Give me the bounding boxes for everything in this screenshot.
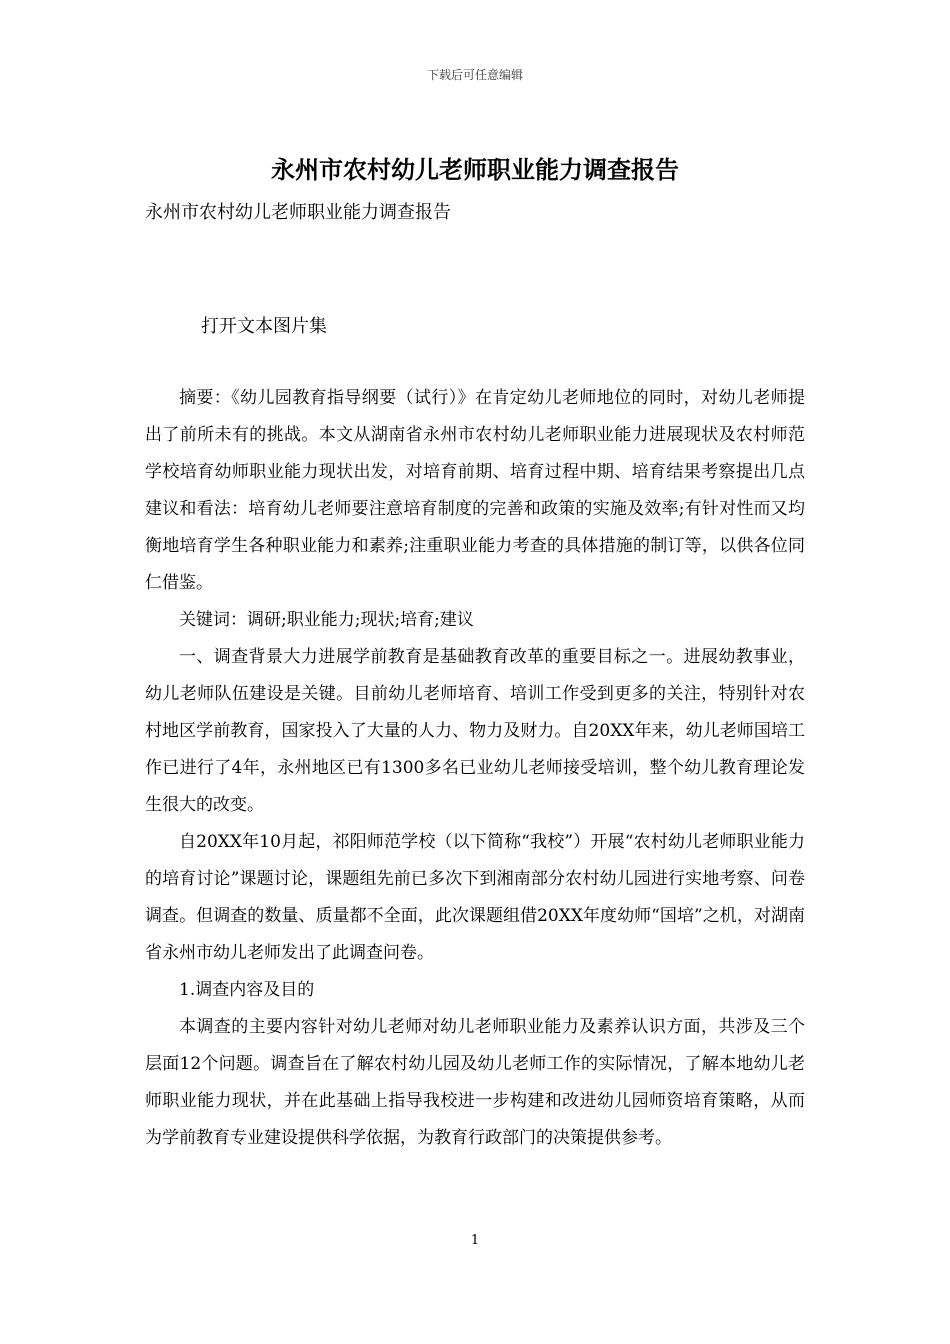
document-subtitle: 永州市农村幼儿老师职业能力调查报告: [145, 202, 451, 223]
project-paragraph: 自20XX年10月起，祁阳师范学校（以下简称“我校”）开展“农村幼儿老师职业能力的培育讨论”课题讨论，课题组先前已多次下到湘南部分农村幼儿园进行实地考察、问卷调查。但调查的数量、质量都不全面，此次课题组借20XX年度幼师“国培”之机，对湖南省永州市幼儿老师发出了此调查问卷。: [145, 832, 805, 963]
keywords-paragraph: 关键词：调研;职业能力;现状;培育;建议: [179, 610, 474, 630]
section-heading: 1.调查内容及目的: [179, 980, 315, 1000]
document-body: [145, 380, 805, 1157]
open-image-gallery-link[interactable]: 打开文本图片集: [201, 316, 327, 337]
header-note: 下载后可任意编辑: [426, 68, 523, 82]
page-number: 1: [470, 1233, 480, 1248]
content-paragraph: 本调查的主要内容针对幼儿老师对幼儿老师职业能力及素养认识方面，共涉及三个层面12个问题。调查旨在了解农村幼儿园及幼儿老师工作的实际情况，了解本地幼儿老师职业能力现状，并在此基础上指导我校进一步构建和改进幼儿园师资培育策略，从而为学前教育专业建设提供科学依据，为教育行政部门的决策提供参考。: [145, 1017, 805, 1148]
abstract-paragraph: 摘要：《幼儿园教育指导纲要（试行）》在肯定幼儿老师地位的同时，对幼儿老师提出了前所未有的挑战。本文从湖南省永州市农村幼儿老师职业能力进展现状及农村师范学校培育幼师职业能力现状出发，对培育前期、培育过程中期、培育结果考察提出几点建议和看法：培育幼儿老师要注意培育制度的完善和政策的实施及效率;有针对性而又均衡地培育学生各种职业能力和素养;注重职业能力考查的具体措施的制订等，以供各位同仁借鉴。: [145, 388, 805, 593]
background-paragraph: 一、调查背景大力进展学前教育是基础教育改革的重要目标之一。进展幼教事业，幼儿老师队伍建设是关键。目前幼儿老师培育、培训工作受到更多的关注，特别针对农村地区学前教育，国家投入了大量的人力、物力及财力。自20XX年来，幼儿老师国培工作已进行了4年，永州地区已有1300多名已业幼儿老师接受培训，整个幼儿教育理论发生很大的改变。: [145, 647, 805, 815]
document-title: 永州市农村幼儿老师职业能力调查报告: [271, 155, 679, 184]
